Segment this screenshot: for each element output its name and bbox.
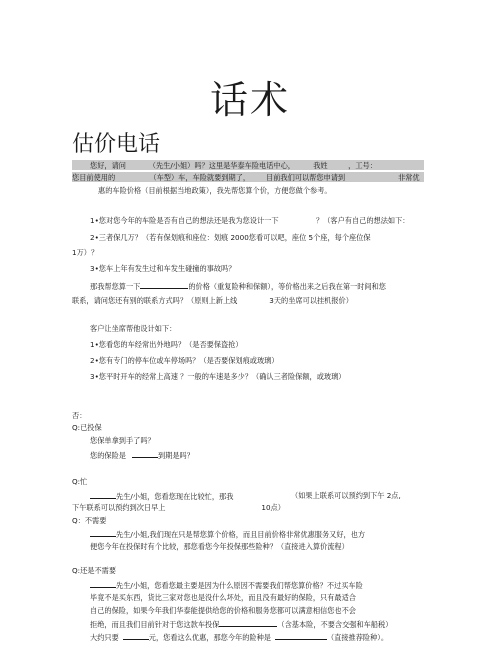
qa-answer: 便您今年在投保时有个比较，那您看您今年投保那些险种？（直接进入算价流程）: [90, 542, 349, 551]
greeting-line: 您目前使用的 （车型）车，车险就要到期了， 目前我们可以帮您申请到: [72, 173, 346, 182]
qa-answer-text: 您的保险是: [90, 451, 126, 460]
question-1-tail: ？（客户有自己的想法如下：: [316, 216, 410, 225]
qa-question: Q:还是不需要: [72, 566, 117, 575]
qa-answer-text: 到期是吗？: [157, 451, 194, 460]
qa-answer-tail: （如果上联系可以预约到下午 2点,: [291, 491, 401, 500]
no-label: 否：: [72, 411, 87, 420]
quote-line: [90, 281, 386, 291]
qa-answer: 自己的保险，如果今年我们华泰能提供给您的价格和服务您都可以满意相信您也不会: [90, 606, 356, 615]
qa-answer: [90, 450, 194, 460]
qa-answer: [90, 619, 392, 629]
qa-answer: [90, 580, 363, 590]
section-heading: 估价电话: [72, 132, 161, 157]
qa-answer-text: 拒绝，而且我们目前针对于您这款车投保: [90, 620, 220, 629]
qa-answer-text: 大约只要: [90, 633, 119, 642]
fill-blank: [140, 281, 188, 289]
document-title: 话术: [209, 78, 290, 122]
fill-blank: [90, 491, 116, 499]
qa-answer-text: 元，您看这么优惠，那您今年的险种是: [148, 633, 271, 642]
question-3: 3•您车上年有发生过和车发生碰撞的事故吗？: [90, 264, 236, 273]
quote-text: 那我帮您算一下: [90, 282, 141, 291]
fill-blank: [90, 529, 116, 537]
qa-answer: [90, 491, 233, 501]
fill-blank: [132, 450, 158, 458]
qa-answer-text: 先生/小姐，您看您最主要是因为什么原因不需要我们帮您算价格？不过买车险: [116, 581, 363, 590]
qa-answer-text: 先生/小姐,我们现在只是帮您算个价格，而且目前价格非常优惠服务又好，也方: [116, 530, 366, 539]
qa-answer-text: （含基本险，不要含交强和车船税）: [277, 620, 393, 629]
greeting-line: 惠的车险价格（目前根据当地政策），我先帮您算个价，方便您做个参考。: [98, 186, 332, 195]
quote-line-cont: 联系，请问您还有别的联系方式吗？（原则上新上线 3天的坐席可以挂机报价）: [72, 296, 353, 305]
qa-answer: 您保单拿到手了吗？: [90, 436, 155, 445]
fill-blank: [90, 580, 116, 588]
question-1: 1•您对您今年的车险是否有自己的想法还是我为您设计一下: [90, 216, 279, 225]
qa-answer: [90, 632, 388, 642]
qa-question: Q:忙: [72, 477, 88, 486]
qa-question: Q：不需要: [72, 516, 107, 525]
design-question-2: 2•您有专门的停车位或车停场吗？（是否要保划痕或玻璃）: [90, 356, 279, 365]
design-intro: 客户让坐席帮他设计如下：: [90, 324, 177, 333]
fill-blank: [275, 632, 327, 640]
question-2: 2•三者保几万？（若有保划痕和座位：划痕 2000您看可以吧，座位 5个座，每个座位保: [90, 233, 371, 242]
design-question-3: 3•您平时开车的经常上高速 ？一般的车速是多少？（确认三者险保额，或玻璃）: [90, 372, 346, 381]
fill-blank: [219, 619, 277, 627]
quote-text: 的价格（重复险种和保额），等价格出来之后我在第一时间和您: [188, 282, 386, 291]
qa-answer: 毕竟不是买东西，货比三家对您也是没什么坏处，而且没有最好的保险，只有最适合: [90, 593, 356, 602]
qa-question: Q:已投保: [72, 423, 102, 432]
qa-answer-text: 先生/小姐，您看您现在比较忙，那我: [116, 492, 234, 501]
qa-answer: [90, 529, 365, 539]
greeting-line: 非常优: [398, 173, 420, 182]
greeting-line: 您好，请问 （先生/小姐）吗？这里是华泰车险电话中心， 我姓 ，工号：: [90, 161, 377, 170]
qa-answer: 下午联系可以预约到次日早上 10点）: [72, 503, 285, 512]
design-question-1: 1•您看您的车经常出外地吗？（是否要保盗抢）: [90, 340, 243, 349]
fill-blank: [123, 632, 149, 640]
qa-answer-text: （直接推荐险种）。: [326, 633, 389, 642]
question-2-cont: 1万）？: [72, 248, 99, 257]
